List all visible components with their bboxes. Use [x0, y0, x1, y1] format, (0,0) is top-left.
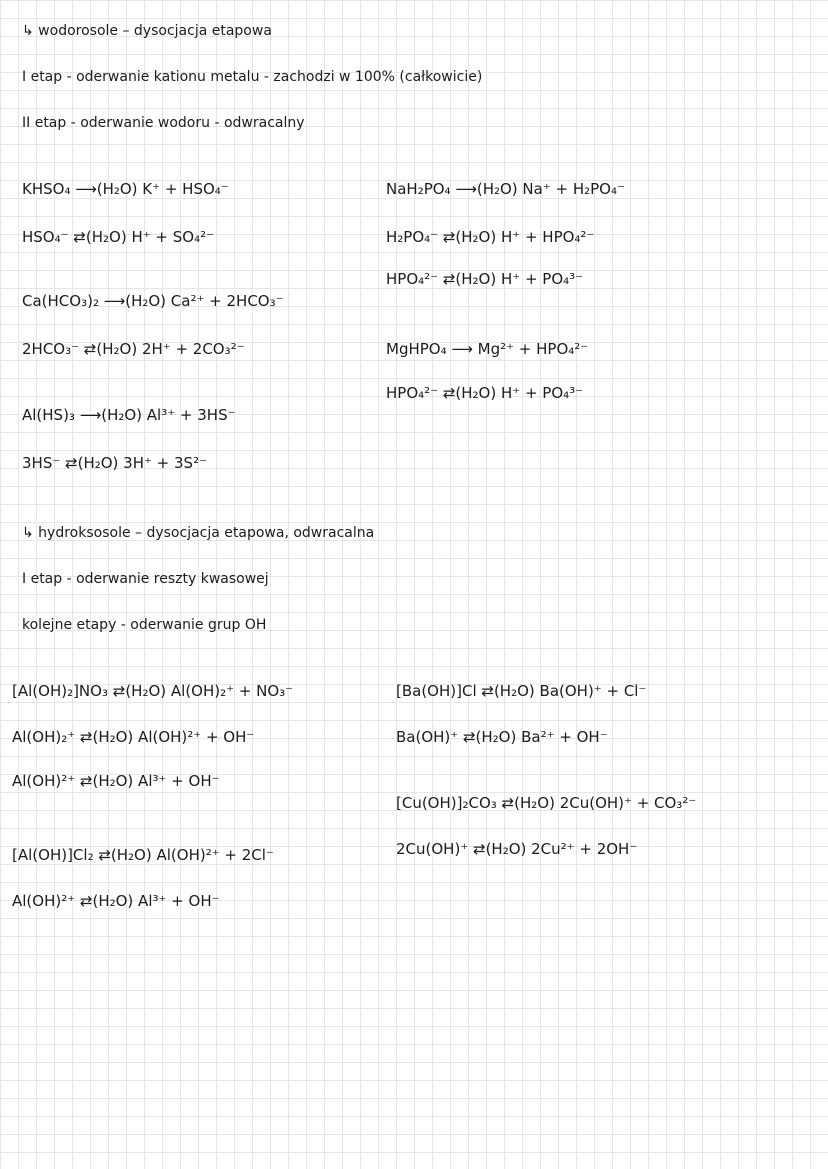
section2-stage2: kolejne etapy - oderwanie grup OH [22, 617, 267, 633]
equation-al-oh-b: Al(OH)²⁺ ⇄(H₂O) Al³⁺ + OH⁻ [12, 892, 220, 910]
equation-ca-hco3: Ca(HCO₃)₂ ⟶(H₂O) Ca²⁺ + 2HCO₃⁻ [22, 292, 284, 310]
equation-ba-oh: Ba(OH)⁺ ⇄(H₂O) Ba²⁺ + OH⁻ [396, 728, 608, 746]
equation-khso4: KHSO₄ ⟶(H₂O) K⁺ + HSO₄⁻ [22, 180, 229, 198]
equation-al-oh-cl2: [Al(OH)]Cl₂ ⇄(H₂O) Al(OH)²⁺ + 2Cl⁻ [12, 846, 274, 864]
section1-stage2: II etap - oderwanie wodoru - odwracalny [22, 115, 305, 131]
equation-al-hs: Al(HS)₃ ⟶(H₂O) Al³⁺ + 3HS⁻ [22, 406, 236, 424]
equation-ba-oh-cl: [Ba(OH)]Cl ⇄(H₂O) Ba(OH)⁺ + Cl⁻ [396, 682, 647, 700]
equation-al-oh2-no3: [Al(OH)₂]NO₃ ⇄(H₂O) Al(OH)₂⁺ + NO₃⁻ [12, 682, 294, 700]
equation-nah2po4: NaH₂PO₄ ⟶(H₂O) Na⁺ + H₂PO₄⁻ [386, 180, 625, 198]
equation-al-oh2: Al(OH)₂⁺ ⇄(H₂O) Al(OH)²⁺ + OH⁻ [12, 728, 255, 746]
equation-al-oh-a: Al(OH)²⁺ ⇄(H₂O) Al³⁺ + OH⁻ [12, 772, 220, 790]
section2-heading: ↳ hydroksosole – dysocjacja etapowa, odwracalna [22, 525, 375, 541]
section2-stage1: I etap - oderwanie reszty kwasowej [22, 571, 269, 587]
equation-hpo4-a: HPO₄²⁻ ⇄(H₂O) H⁺ + PO₄³⁻ [386, 270, 584, 288]
equation-h2po4: H₂PO₄⁻ ⇄(H₂O) H⁺ + HPO₄²⁻ [386, 228, 595, 246]
equation-mghpo4: MgHPO₄ ⟶ Mg²⁺ + HPO₄²⁻ [386, 340, 589, 358]
equation-hs: 3HS⁻ ⇄(H₂O) 3H⁺ + 3S²⁻ [22, 454, 208, 472]
equation-cu-oh2-co3: [Cu(OH)]₂CO₃ ⇄(H₂O) 2Cu(OH)⁺ + CO₃²⁻ [396, 794, 697, 812]
section1-stage1: I etap - oderwanie kationu metalu - zachodzi w 100% (całkowicie) [22, 69, 483, 85]
section1-heading: ↳ wodorosole – dysocjacja etapowa [22, 23, 272, 39]
equation-cu-oh: 2Cu(OH)⁺ ⇄(H₂O) 2Cu²⁺ + 2OH⁻ [396, 840, 638, 858]
equation-hso4: HSO₄⁻ ⇄(H₂O) H⁺ + SO₄²⁻ [22, 228, 215, 246]
equation-hpo4-b: HPO₄²⁻ ⇄(H₂O) H⁺ + PO₄³⁻ [386, 384, 584, 402]
equation-hco3: 2HCO₃⁻ ⇄(H₂O) 2H⁺ + 2CO₃²⁻ [22, 340, 245, 358]
